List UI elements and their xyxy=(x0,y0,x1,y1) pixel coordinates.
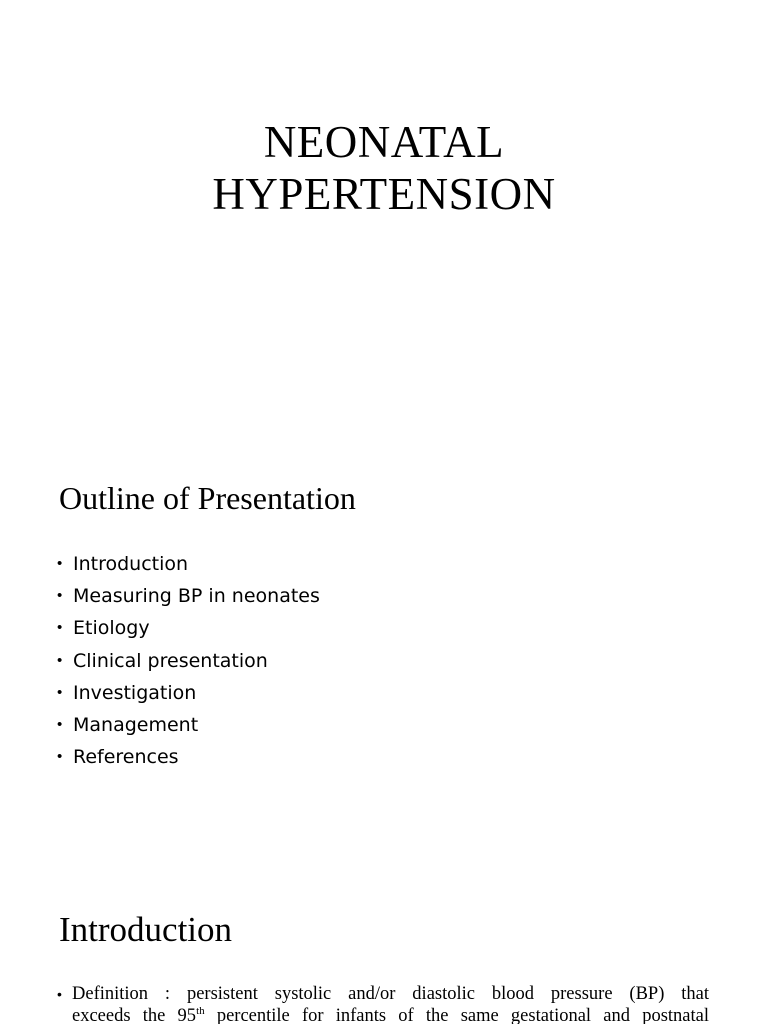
list-item xyxy=(57,677,320,709)
title-line-1: NEONATAL xyxy=(263,117,505,167)
bullet-icon: • xyxy=(57,587,63,605)
bullet-icon: • xyxy=(57,715,63,733)
list-item xyxy=(57,709,320,741)
ordinal-suffix: th xyxy=(196,1004,205,1017)
list-item-label: Etiology xyxy=(73,617,150,640)
bullet-icon: • xyxy=(57,555,63,572)
title-line-2: HYPERTENSION xyxy=(212,169,556,219)
bullet-icon: • xyxy=(57,748,63,766)
definition-line-1: • Definition : persistent systolic and/or diastolic blood pressure (BP) that xyxy=(57,984,709,1004)
list-item xyxy=(57,548,320,580)
list-item-label: Clinical presentation xyxy=(73,649,268,672)
slide-title xyxy=(0,0,768,432)
list-item-label: Measuring BP in neonates xyxy=(73,585,320,608)
bullet-icon: • xyxy=(57,651,63,669)
definition-line-2: exceeds the 95th percentile for infants of the same gestational and postnatal xyxy=(72,1004,709,1024)
slide-heading: Introduction xyxy=(59,910,233,949)
definition-paragraph xyxy=(57,983,709,1024)
slide-introduction xyxy=(0,864,768,1024)
list-item-label: Management xyxy=(73,713,199,736)
presentation-title xyxy=(0,116,768,220)
bullet-icon: • xyxy=(57,683,63,701)
bullet-icon: • xyxy=(57,986,62,1002)
list-item-label: Introduction xyxy=(73,553,189,575)
list-item xyxy=(57,580,320,612)
list-item-label: References xyxy=(73,746,179,769)
slide-outline xyxy=(0,432,768,864)
list-item xyxy=(57,612,320,644)
outline-list xyxy=(57,548,320,773)
slide-heading: Outline of Presentation xyxy=(59,480,356,516)
list-item-label: Investigation xyxy=(73,681,197,704)
bullet-icon: • xyxy=(57,619,63,637)
list-item xyxy=(57,741,320,773)
list-item xyxy=(57,645,320,677)
